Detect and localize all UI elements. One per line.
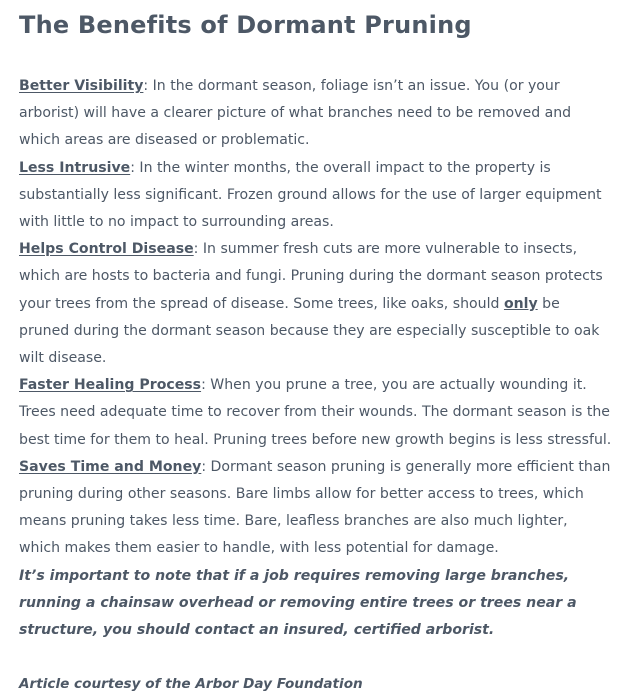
- benefit-saves-time-money: [19, 454, 612, 563]
- important-note: It’s important to note that if a job requires removing large branches, running a chainsaw overhead or removing entire trees or trees near a structure, you should contact an insured, certified arborist.: [19, 567, 577, 639]
- benefit-text: : In the dormant season, foliage isn’t an issue. You (or your arborist) will have a clearer picture of what branches need to be removed and which areas are diseased or problematic.: [19, 78, 572, 149]
- emphasis-word: only: [503, 295, 538, 312]
- benefit-text: be pruned during the dormant season because they are especially susceptible to oak wilt disease.: [19, 295, 600, 367]
- benefit-better-visibility: [19, 73, 612, 155]
- benefit-term: Less Intrusive: [19, 159, 131, 176]
- benefit-term: Faster Healing Process: [19, 377, 202, 394]
- benefit-term: Better Visibility: [19, 78, 144, 94]
- benefit-text: : When you prune a tree, you are actually wounding it. Trees need adequate time to recover from their wounds. The dormant season is the best time for them to heal. Pruning trees before new growth begins is less stressful.: [19, 377, 612, 448]
- benefit-text: : In the winter months, the overall impact to the property is substantially less significant. Frozen ground allows for the use of larger equipment with little to no impact to surrounding areas.: [19, 159, 602, 231]
- benefit-term: Saves Time and Money: [19, 458, 202, 475]
- benefit-text: : In summer fresh cuts are more vulnerable to insects, which are hosts to bacteria and fungi. Pruning during the dormant season protects your trees from the spread of disease. Some trees, like oaks, should: [19, 241, 603, 312]
- benefit-helps-control-disease: [19, 236, 612, 372]
- benefit-faster-healing: [19, 372, 612, 454]
- article-body: [19, 73, 612, 698]
- benefit-less-intrusive: [19, 155, 612, 237]
- benefit-text: : Dormant season pruning is generally more efficient than pruning during other seasons. Bare limbs allow for better access to trees, which means pruning takes less time. Bare, leafless branches are also much lighter, which makes them easier to handle, with less potential for damage.: [19, 458, 611, 557]
- benefit-term: Helps Control Disease: [19, 241, 194, 258]
- article-title: The Benefits of Dormant Pruning: [19, 11, 472, 39]
- article-credit: Article courtesy of the Arbor Day Foundation: [19, 676, 363, 693]
